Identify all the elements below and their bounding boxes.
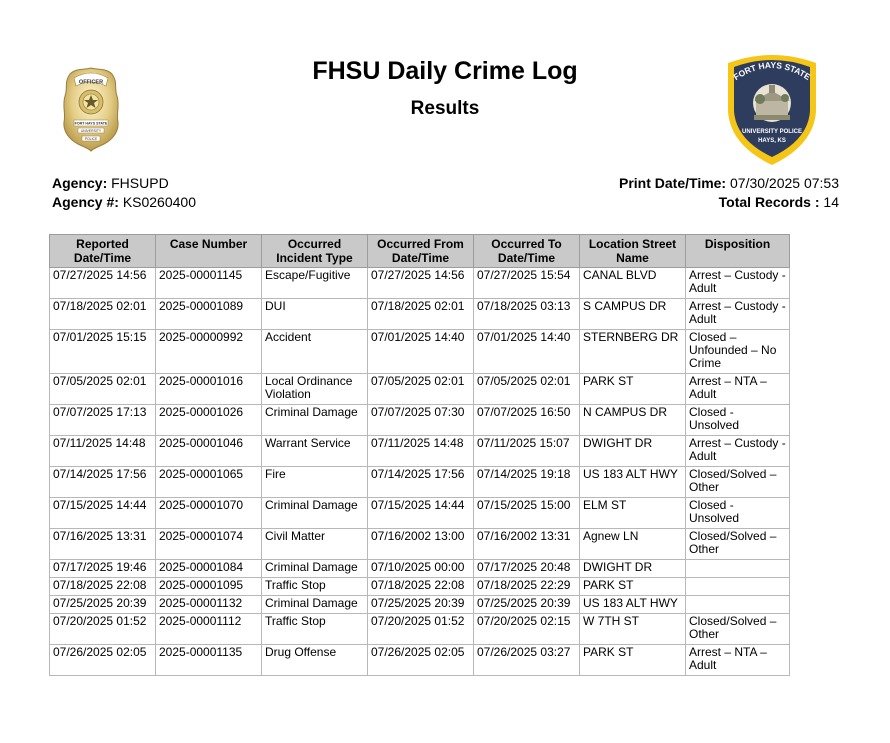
reported-datetime-cell: 07/01/2025 15:15 xyxy=(50,330,156,374)
occurred-from-cell: 07/10/2025 00:00 xyxy=(368,560,474,578)
agency-value: FHSUPD xyxy=(111,175,169,191)
incident-type-cell: DUI xyxy=(262,299,368,330)
incident-type-cell: Accident xyxy=(262,330,368,374)
agency-number-value: KS0260400 xyxy=(122,194,196,210)
case-number-cell: 2025-00001095 xyxy=(156,578,262,596)
occurred-to-cell: 07/14/2025 19:18 xyxy=(474,467,580,498)
incident-type-cell: Local Ordinance Violation xyxy=(262,374,368,405)
table-row xyxy=(50,405,790,436)
incident-type-cell: Fire xyxy=(262,467,368,498)
location-cell: Agnew LN xyxy=(580,529,686,560)
table-header-row xyxy=(50,235,790,268)
reported-datetime-cell: 07/14/2025 17:56 xyxy=(50,467,156,498)
table-row xyxy=(50,578,790,596)
occurred-from-cell: 07/20/2025 01:52 xyxy=(368,614,474,645)
occurred-from-cell: 07/26/2025 02:05 xyxy=(368,645,474,676)
badge-police-text: POLICE xyxy=(84,136,98,141)
reported-datetime-cell: 07/17/2025 19:46 xyxy=(50,560,156,578)
occurred-from-cell: 07/16/2002 13:00 xyxy=(368,529,474,560)
total-records-label: Total Records : xyxy=(718,194,820,210)
location-cell: W 7TH ST xyxy=(580,614,686,645)
incident-type-cell: Criminal Damage xyxy=(262,498,368,529)
reported-datetime-cell: 07/25/2025 20:39 xyxy=(50,596,156,614)
occurred-from-cell: 07/07/2025 07:30 xyxy=(368,405,474,436)
case-number-cell: 2025-00001070 xyxy=(156,498,262,529)
column-header: Occurred Incident Type xyxy=(262,235,368,268)
location-cell: N CAMPUS DR xyxy=(580,405,686,436)
incident-type-cell: Drug Offense xyxy=(262,645,368,676)
occurred-to-cell: 07/01/2025 14:40 xyxy=(474,330,580,374)
table-row xyxy=(50,614,790,645)
table-row xyxy=(50,529,790,560)
print-datetime-label: Print Date/Time: xyxy=(619,175,727,191)
case-number-cell: 2025-00001074 xyxy=(156,529,262,560)
occurred-to-cell: 07/18/2025 22:29 xyxy=(474,578,580,596)
shield-police-text: UNIVERSITY POLICE xyxy=(742,129,802,135)
case-number-cell: 2025-00001112 xyxy=(156,614,262,645)
case-number-cell: 2025-00001135 xyxy=(156,645,262,676)
disposition-cell: Closed - Unsolved xyxy=(686,498,790,529)
table-row xyxy=(50,436,790,467)
reported-datetime-cell: 07/16/2025 13:31 xyxy=(50,529,156,560)
incident-type-cell: Traffic Stop xyxy=(262,578,368,596)
agency-label: Agency: xyxy=(52,175,108,191)
location-cell: US 183 ALT HWY xyxy=(580,596,686,614)
badge-officer-text: OFFICER xyxy=(78,79,104,86)
occurred-to-cell: 07/20/2025 02:15 xyxy=(474,614,580,645)
occurred-to-cell: 07/16/2002 13:31 xyxy=(474,529,580,560)
occurred-from-cell: 07/01/2025 14:40 xyxy=(368,330,474,374)
crime-log-table xyxy=(49,234,790,676)
occurred-to-cell: 07/25/2025 20:39 xyxy=(474,596,580,614)
disposition-cell xyxy=(686,596,790,614)
occurred-to-cell: 07/26/2025 03:27 xyxy=(474,645,580,676)
incident-type-cell: Criminal Damage xyxy=(262,596,368,614)
shield-top-text: FORT HAYS STATE xyxy=(731,59,813,83)
location-cell: DWIGHT DR xyxy=(580,560,686,578)
case-number-cell: 2025-00001089 xyxy=(156,299,262,330)
occurred-to-cell: 07/15/2025 15:00 xyxy=(474,498,580,529)
badge-university-text: UNIVERSITY xyxy=(80,128,102,133)
case-number-cell: 2025-00001026 xyxy=(156,405,262,436)
total-records-value: 14 xyxy=(823,194,839,210)
case-number-cell: 2025-00001046 xyxy=(156,436,262,467)
occurred-to-cell: 07/07/2025 16:50 xyxy=(474,405,580,436)
location-cell: PARK ST xyxy=(580,578,686,596)
incident-type-cell: Traffic Stop xyxy=(262,614,368,645)
incident-type-cell: Escape/Fugitive xyxy=(262,268,368,299)
print-datetime-line xyxy=(619,174,839,193)
occurred-to-cell: 07/18/2025 03:13 xyxy=(474,299,580,330)
disposition-cell: Arrest – Custody - Adult xyxy=(686,436,790,467)
location-cell: STERNBERG DR xyxy=(580,330,686,374)
occurred-from-cell: 07/27/2025 14:56 xyxy=(368,268,474,299)
print-datetime-value: 07/30/2025 07:53 xyxy=(730,175,839,191)
disposition-cell xyxy=(686,560,790,578)
page-subtitle: Results xyxy=(410,98,480,119)
total-records-line xyxy=(619,193,839,212)
case-number-cell: 2025-00000992 xyxy=(156,330,262,374)
disposition-cell: Closed/Solved – Other xyxy=(686,529,790,560)
reported-datetime-cell: 07/20/2025 01:52 xyxy=(50,614,156,645)
disposition-cell xyxy=(686,578,790,596)
table-row xyxy=(50,268,790,299)
case-number-cell: 2025-00001016 xyxy=(156,374,262,405)
shield-city-text: HAYS, KS xyxy=(758,138,786,144)
occurred-from-cell: 07/14/2025 17:56 xyxy=(368,467,474,498)
page-title: FHSU Daily Crime Log xyxy=(312,57,578,85)
occurred-from-cell: 07/05/2025 02:01 xyxy=(368,374,474,405)
case-number-cell: 2025-00001145 xyxy=(156,268,262,299)
location-cell: CANAL BLVD xyxy=(580,268,686,299)
occurred-from-cell: 07/15/2025 14:44 xyxy=(368,498,474,529)
column-header: Case Number xyxy=(156,235,262,268)
occurred-to-cell: 07/17/2025 20:48 xyxy=(474,560,580,578)
reported-datetime-cell: 07/05/2025 02:01 xyxy=(50,374,156,405)
column-header: Reported Date/Time xyxy=(50,235,156,268)
occurred-to-cell: 07/27/2025 15:54 xyxy=(474,268,580,299)
occurred-from-cell: 07/11/2025 14:48 xyxy=(368,436,474,467)
agency-info xyxy=(52,174,196,212)
reported-datetime-cell: 07/15/2025 14:44 xyxy=(50,498,156,529)
incident-type-cell: Warrant Service xyxy=(262,436,368,467)
column-header: Location Street Name xyxy=(580,235,686,268)
table-row xyxy=(50,299,790,330)
case-number-cell: 2025-00001084 xyxy=(156,560,262,578)
disposition-cell: Arrest – Custody - Adult xyxy=(686,268,790,299)
column-header: Occurred To Date/Time xyxy=(474,235,580,268)
incident-type-cell: Civil Matter xyxy=(262,529,368,560)
disposition-cell: Arrest – NTA – Adult xyxy=(686,374,790,405)
table-row xyxy=(50,645,790,676)
table-row xyxy=(50,330,790,374)
disposition-cell: Closed - Unsolved xyxy=(686,405,790,436)
table-row xyxy=(50,560,790,578)
disposition-cell: Closed/Solved – Other xyxy=(686,614,790,645)
incident-type-cell: Criminal Damage xyxy=(262,405,368,436)
disposition-cell: Closed – Unfounded – No Crime xyxy=(686,330,790,374)
occurred-from-cell: 07/18/2025 02:01 xyxy=(368,299,474,330)
reported-datetime-cell: 07/26/2025 02:05 xyxy=(50,645,156,676)
case-number-cell: 2025-00001132 xyxy=(156,596,262,614)
occurred-to-cell: 07/11/2025 15:07 xyxy=(474,436,580,467)
case-number-cell: 2025-00001065 xyxy=(156,467,262,498)
reported-datetime-cell: 07/18/2025 22:08 xyxy=(50,578,156,596)
reported-datetime-cell: 07/07/2025 17:13 xyxy=(50,405,156,436)
disposition-cell: Arrest – NTA – Adult xyxy=(686,645,790,676)
table-row xyxy=(50,596,790,614)
location-cell: PARK ST xyxy=(580,374,686,405)
agency-number-label: Agency #: xyxy=(52,194,119,210)
reported-datetime-cell: 07/18/2025 02:01 xyxy=(50,299,156,330)
reported-datetime-cell: 07/11/2025 14:48 xyxy=(50,436,156,467)
table-row xyxy=(50,374,790,405)
disposition-cell: Arrest – Custody - Adult xyxy=(686,299,790,330)
agency-line xyxy=(52,174,196,193)
table-row xyxy=(50,498,790,529)
occurred-to-cell: 07/05/2025 02:01 xyxy=(474,374,580,405)
column-header: Disposition xyxy=(686,235,790,268)
location-cell: US 183 ALT HWY xyxy=(580,467,686,498)
location-cell: ELM ST xyxy=(580,498,686,529)
occurred-from-cell: 07/18/2025 22:08 xyxy=(368,578,474,596)
location-cell: DWIGHT DR xyxy=(580,436,686,467)
print-info xyxy=(619,174,839,212)
incident-type-cell: Criminal Damage xyxy=(262,560,368,578)
table-row xyxy=(50,467,790,498)
occurred-from-cell: 07/25/2025 20:39 xyxy=(368,596,474,614)
column-header: Occurred From Date/Time xyxy=(368,235,474,268)
disposition-cell: Closed/Solved – Other xyxy=(686,467,790,498)
agency-number-line xyxy=(52,193,196,212)
location-cell: S CAMPUS DR xyxy=(580,299,686,330)
reported-datetime-cell: 07/27/2025 14:56 xyxy=(50,268,156,299)
badge-school-text: FORT HAYS STATE xyxy=(74,121,108,126)
location-cell: PARK ST xyxy=(580,645,686,676)
